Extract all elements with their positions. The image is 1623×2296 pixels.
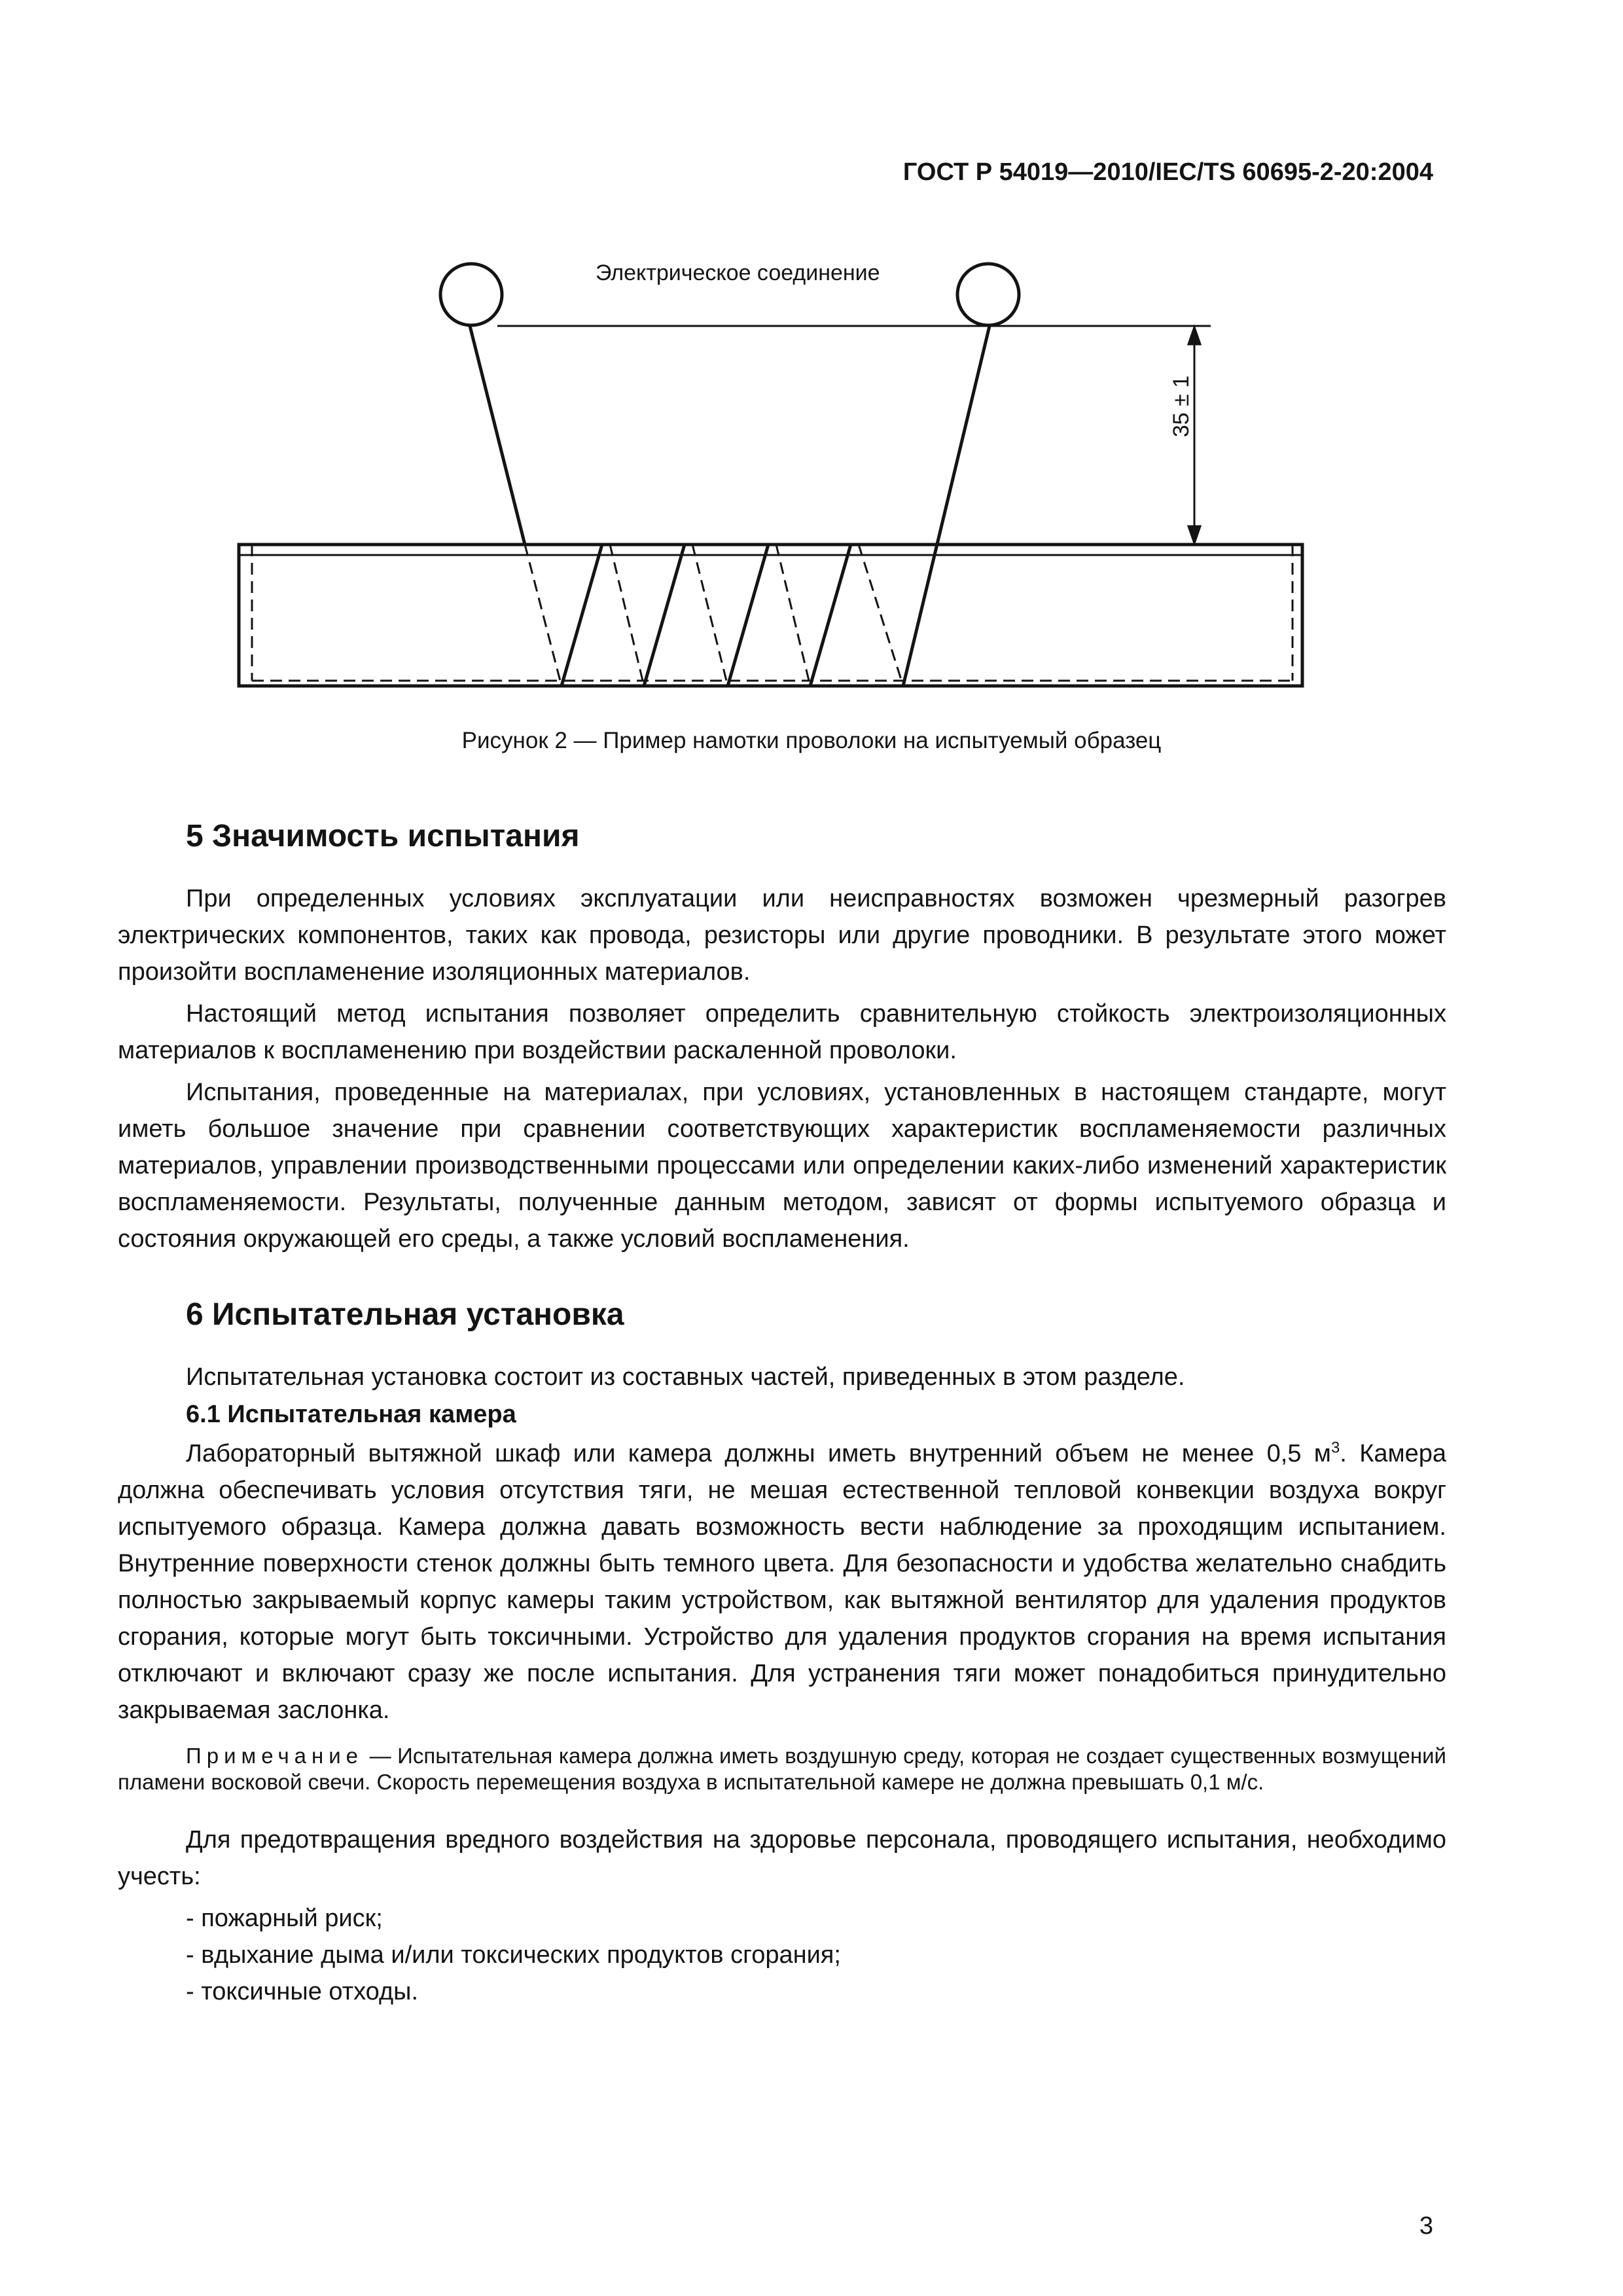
test-specimen — [239, 545, 1302, 686]
dimension-arrow-top — [1188, 327, 1200, 344]
section-5-paragraph-3: Испытания, проведенные на материалах, при условиях, установленных в настоящем стандарте, могут иметь большое значение при сравнении соответствующих характеристик воспламеняемости различных материалов, управлении производственными процессами или определении каких-либо изменений характеристик воспламеняемости. Результаты, полученные данным методом, зависят от формы испытуемого образца и состояния окружающей его среды, а также условий воспламенения. — [118, 1079, 1446, 1253]
figure-caption: Рисунок 2 — Пример намотки проволоки на испытуемый образец — [461, 728, 1162, 753]
note-label: Примечание — [186, 1744, 364, 1768]
note — [118, 1743, 1446, 1795]
electrical-connection-label: Электрическое соединение — [596, 260, 880, 285]
section-5-heading: 5 Значимость испытания — [186, 819, 580, 853]
wire-winding-figure — [229, 249, 1335, 720]
section-6-intro: Испытательная установка состоит из составных частей, приведенных в этом разделе. — [186, 1363, 1185, 1391]
list-item: - вдыхание дыма и/или токсических продуктов сгорания; — [186, 1937, 1446, 1973]
subsection-6-1-heading: 6.1 Испытательная камера — [186, 1401, 516, 1428]
wire-coil-front — [562, 545, 851, 686]
dimension-label: 35 ± 1 — [1169, 375, 1194, 437]
list-item: - токсичные отходы. — [186, 1973, 1446, 2010]
document-header: ГОСТ Р 54019—2010/IEC/TS 60695-2-20:2004 — [902, 158, 1433, 186]
right-lead-wire — [903, 326, 990, 686]
subsection-6-1-paragraph: Лабораторный вытяжной шкаф или камера должны иметь внутренний объем не менее 0,5 $м^3$. Камера должна обеспечивать условия отсутствия тяги, не мешая естественной тепловой конвекции воздуха вокруг испытуемого образца. Камера должна давать возможность вести наблюдение за проходящим испытанием. Внутренние поверхности стенок должны быть темного цвета. Для безопасности и удобства желательно снабдить полностью закрываемый корпус камеры таким устройством, как вытяжной вентилятор для удаления продуктов сгорания, которые могут быть токсичными. Устройство для удаления продуктов сгорания на время испытания отключают и включают сразу же после испытания. Для устранения тяги может понадобиться принудительно закрываемая заслонка. — [118, 1439, 1446, 1724]
left-terminal — [440, 264, 502, 325]
note-text: — Испытательная камера должна иметь воздушную среду, которая не создает существенных возмущений пламени восковой свечи. Скорость перемещения воздуха в испытательной камере не должна превышать 0,1 м/с. — [118, 1744, 1446, 1794]
section-6-paragraph-2: Для предотвращения вредного воздействия на здоровье персонала, проводящего испытания, необходимо учесть: — [118, 1826, 1446, 1890]
section-5-paragraph-2: Настоящий метод испытания позволяет определить сравнительную стойкость электроизоляционных материалов к воспламенению при воздействии раскаленной проволоки. — [118, 1000, 1446, 1064]
hazard-list — [118, 1900, 1446, 2010]
document-body — [118, 818, 1446, 2010]
section-5-paragraph-1: При определенных условиях эксплуатации или неисправностях возможен чрезмерный разогрев электрических компонентов, таких как провода, резисторы или другие проводники. В результате этого может произойти воспламенение изоляционных материалов. — [118, 885, 1446, 986]
list-item: - пожарный риск; — [186, 1900, 1446, 1937]
page-number: 3 — [1419, 2212, 1433, 2240]
dimension-arrow-bottom — [1188, 526, 1200, 543]
left-lead-wire — [470, 326, 525, 545]
section-6-heading: 6 Испытательная установка — [186, 1297, 624, 1332]
right-terminal — [957, 264, 1019, 325]
